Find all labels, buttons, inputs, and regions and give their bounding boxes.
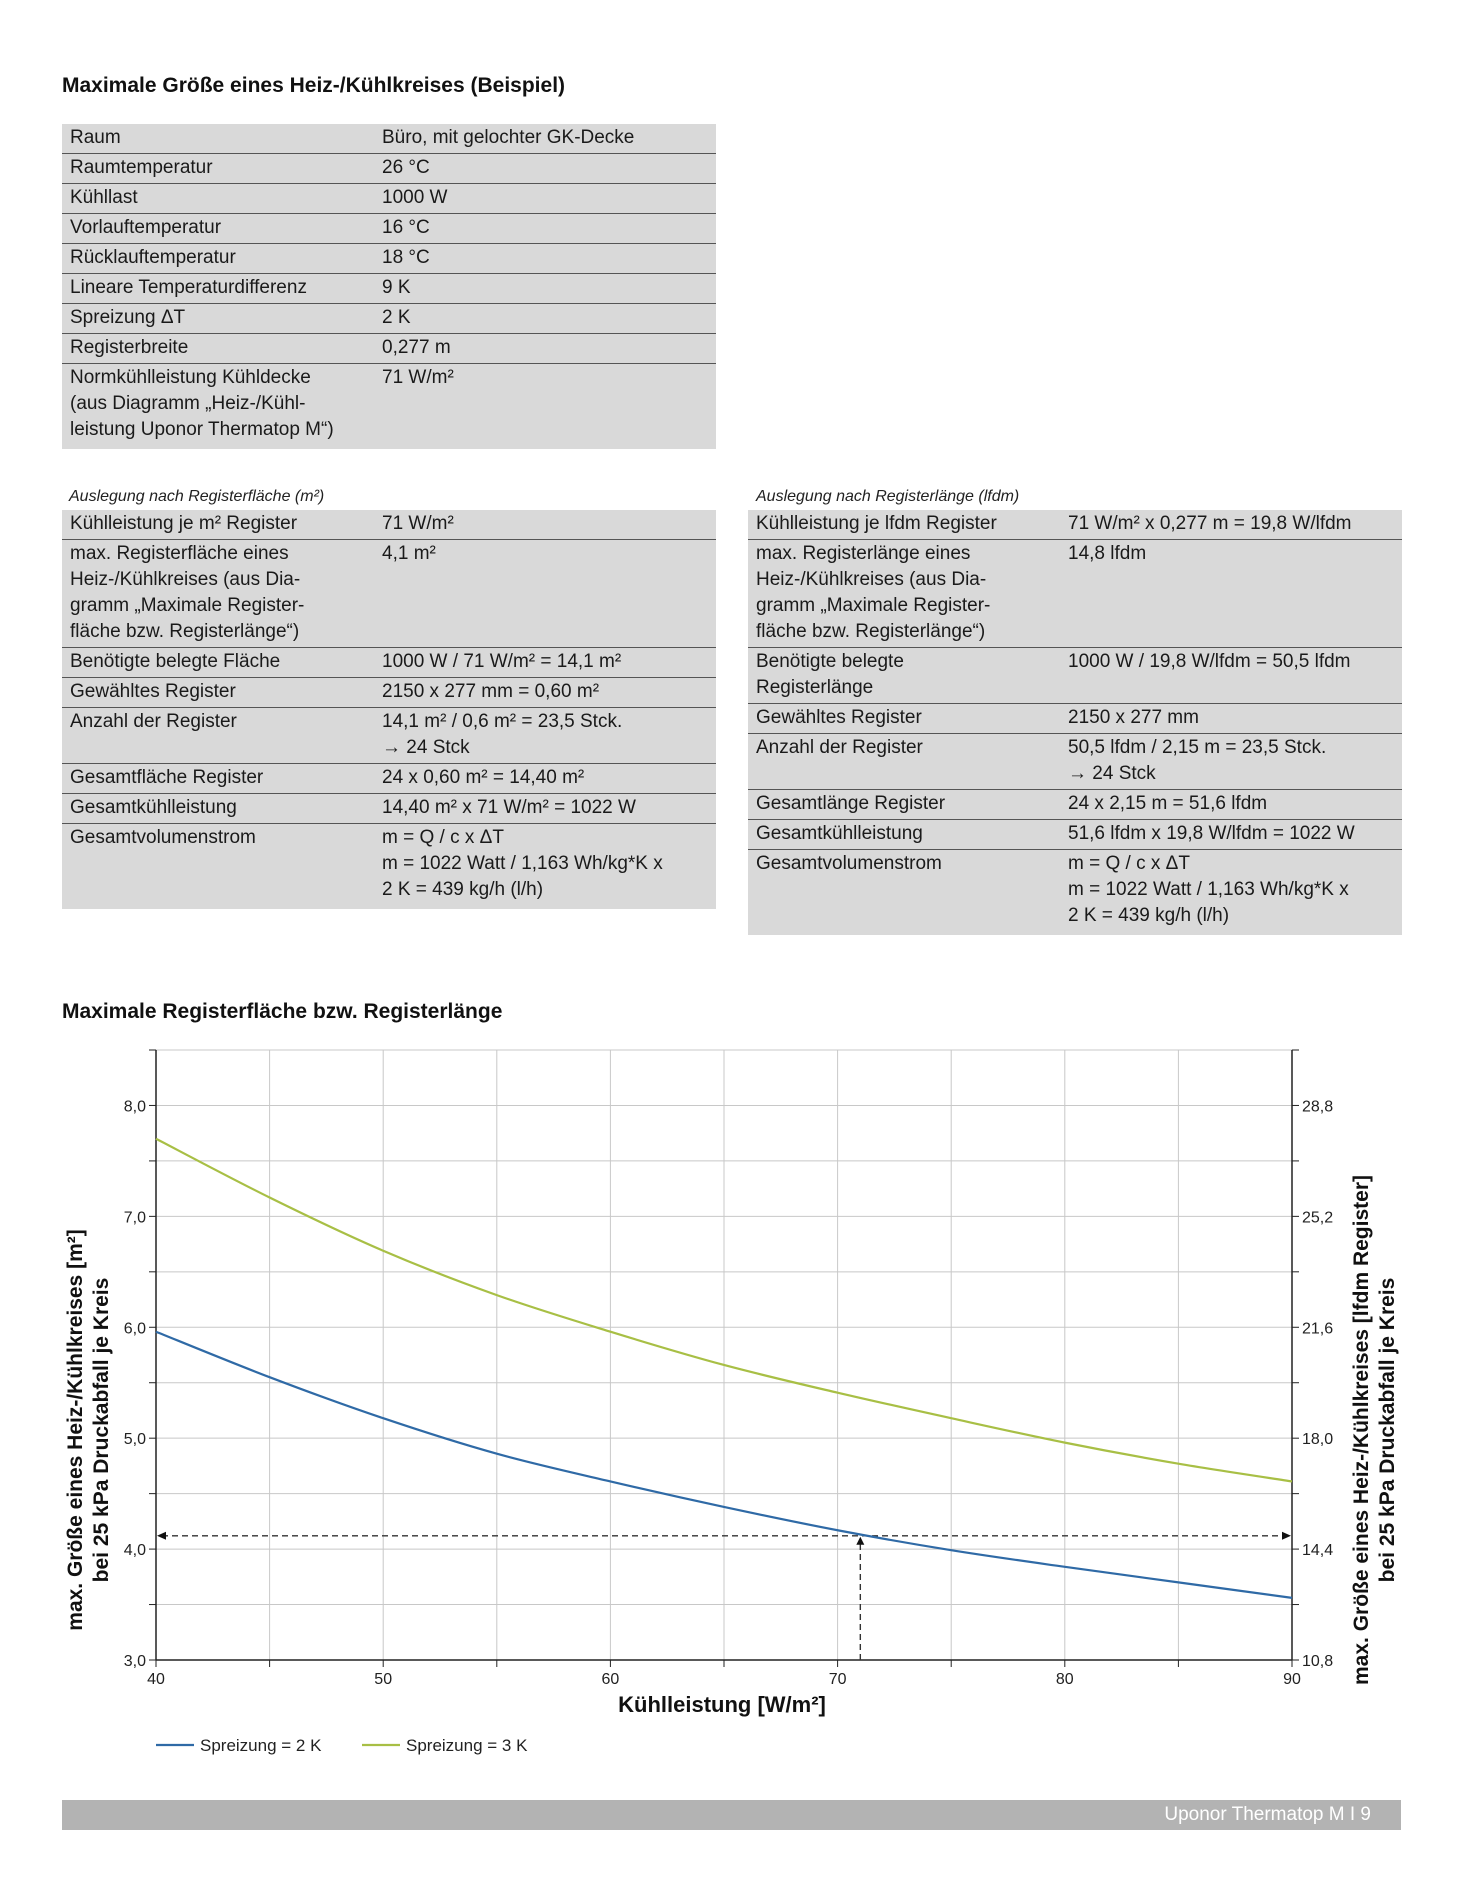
- table-row: [62, 184, 716, 214]
- x-axis-label: Kühlleistung [W/m²]: [618, 1692, 826, 1717]
- row-label: Lineare Temperaturdifferenz: [62, 274, 374, 304]
- row-label: Gesamtlänge Register: [748, 790, 1060, 820]
- y-tick-label: 7,0: [123, 1209, 146, 1227]
- row-value: 51,6 lfdm x 19,8 W/lfdm = 1022 W: [1060, 820, 1402, 850]
- row-label: Gewähltes Register: [748, 704, 1060, 734]
- table-row: [62, 510, 716, 540]
- table-row: [62, 304, 716, 334]
- row-label: Vorlauftemperatur: [62, 214, 374, 244]
- row-label: Kühlleistung je m² Register: [62, 510, 374, 540]
- y2-axis-sublabel: bei 25 kPa Druckabfall je Kreis: [1376, 1277, 1399, 1583]
- design-by-area-table: [62, 510, 716, 909]
- row-value: 71 W/m²: [374, 510, 716, 540]
- chart-grid: [156, 1050, 1292, 1660]
- row-label: max. Registerlänge eines Heiz-/Kühlkreises (aus Dia- gramm „Maximale Register- fläche bzw. Registerlänge“): [748, 540, 1060, 648]
- row-value: 26 °C: [374, 154, 716, 184]
- row-value: 1000 W / 19,8 W/lfdm = 50,5 lfdm: [1060, 648, 1402, 704]
- table-row: [62, 708, 716, 764]
- caption-register-length: Auslegung nach Registerlänge (lfdm): [756, 488, 1020, 505]
- row-label: Gesamtkühlleistung: [748, 820, 1060, 850]
- row-label: Gewähltes Register: [62, 678, 374, 708]
- x-tick-label: 80: [1055, 1671, 1074, 1688]
- row-value: 0,277 m: [374, 334, 716, 364]
- table-row: [748, 850, 1402, 936]
- table-row: [62, 244, 716, 274]
- row-label: max. Registerfläche eines Heiz-/Kühlkreises (aus Dia- gramm „Maximale Register- fläche bzw. Registerlänge“): [62, 540, 374, 648]
- y-tick-label: 6,0: [123, 1320, 146, 1338]
- table-row: [62, 274, 716, 304]
- x-tick-label: 90: [1283, 1671, 1301, 1688]
- row-label: Gesamtkühlleistung: [62, 794, 374, 824]
- table-row: [748, 540, 1402, 648]
- y-tick-label: 8,0: [123, 1098, 146, 1116]
- y2-tick-label: 21,6: [1302, 1320, 1334, 1338]
- example-parameters-table: [62, 124, 716, 449]
- row-label: Raum: [62, 124, 374, 154]
- table-row: [62, 334, 716, 364]
- row-value: 71 W/m²: [382, 367, 454, 388]
- y-axis-label: max. Größe eines Heiz-/Kühlkreises [m²]: [64, 1229, 87, 1631]
- row-label: Normkühlleistung Kühldecke (aus Diagramm „Heiz-/Kühl- leistung Uponor Thermatop M“): [70, 367, 334, 440]
- row-label: Kühlleistung je lfdm Register: [748, 510, 1060, 540]
- table-row: [62, 214, 716, 244]
- row-value: 24 x 2,15 m = 51,6 lfdm: [1060, 790, 1402, 820]
- row-value: 2 K: [374, 304, 716, 334]
- row-value: 50,5 lfdm / 2,15 m = 23,5 Stck. → 24 Stck: [1060, 734, 1402, 790]
- row-label: Registerbreite: [62, 334, 374, 364]
- row-value: 2150 x 277 mm: [1060, 704, 1402, 734]
- row-value: 24 x 0,60 m² = 14,40 m²: [374, 764, 716, 794]
- legend-label: Spreizung = 3 K: [406, 1736, 528, 1755]
- row-value: Büro, mit gelochter GK-Decke: [374, 124, 716, 154]
- row-label: Benötigte belegte Registerlänge: [748, 648, 1060, 704]
- row-value: 4,1 m²: [374, 540, 716, 648]
- row-value: m = Q / c x ΔT m = 1022 Watt / 1,163 Wh/kg*K x 2 K = 439 kg/h (l/h): [382, 827, 663, 900]
- row-label: Gesamtvolumenstrom: [756, 853, 942, 874]
- annotation-arrow-up: [856, 1537, 864, 1545]
- table-row: [62, 124, 716, 154]
- y-tick-label: 4,0: [123, 1542, 146, 1560]
- x-tick-label: 60: [601, 1671, 620, 1688]
- row-label: Kühllast: [62, 184, 374, 214]
- table-row: [62, 364, 716, 450]
- table-row: [62, 794, 716, 824]
- section-title-example: Maximale Größe eines Heiz-/Kühlkreises (Beispiel): [62, 74, 566, 97]
- row-label: Anzahl der Register: [748, 734, 1060, 790]
- row-value: 16 °C: [374, 214, 716, 244]
- y-tick-label: 5,0: [123, 1431, 146, 1449]
- y-tick-label: 3,0: [123, 1653, 146, 1670]
- table-row: [62, 764, 716, 794]
- y-axis-sublabel: bei 25 kPa Druckabfall je Kreis: [90, 1277, 113, 1583]
- row-label: Benötigte belegte Fläche: [62, 648, 374, 678]
- row-label: Rücklauftemperatur: [62, 244, 374, 274]
- table-row: [748, 510, 1402, 540]
- y2-tick-label: 25,2: [1302, 1209, 1334, 1227]
- register-size-chart: [0, 1030, 1483, 1770]
- row-value: 14,40 m² x 71 W/m² = 1022 W: [374, 794, 716, 824]
- row-value: 71 W/m² x 0,277 m = 19,8 W/lfdm: [1060, 510, 1402, 540]
- y2-tick-label: 18,0: [1302, 1431, 1334, 1449]
- row-value: 9 K: [374, 274, 716, 304]
- row-label: Anzahl der Register: [62, 708, 374, 764]
- row-value: m = Q / c x ΔT m = 1022 Watt / 1,163 Wh/kg*K x 2 K = 439 kg/h (l/h): [1068, 853, 1349, 926]
- table-row: [62, 824, 716, 910]
- table-row: [748, 734, 1402, 790]
- y2-tick-label: 14,4: [1302, 1542, 1334, 1560]
- row-label: Raumtemperatur: [62, 154, 374, 184]
- design-by-length-table: [748, 510, 1402, 935]
- row-value: 1000 W: [374, 184, 716, 214]
- section-title-chart: Maximale Registerfläche bzw. Registerlänge: [62, 1000, 503, 1023]
- row-value: 18 °C: [374, 244, 716, 274]
- legend-label: Spreizung = 2 K: [200, 1736, 322, 1755]
- row-value: 14,8 lfdm: [1060, 540, 1402, 648]
- x-tick-label: 70: [828, 1671, 847, 1688]
- table-row: [62, 540, 716, 648]
- footer-text: Uponor Thermatop M I 9: [1164, 1804, 1371, 1825]
- table-row: [748, 820, 1402, 850]
- page-footer: [62, 1800, 1401, 1830]
- table-row: [748, 704, 1402, 734]
- y2-tick-label: 10,8: [1302, 1653, 1334, 1670]
- annotation-arrow-left: [157, 1532, 166, 1540]
- table-row: [62, 648, 716, 678]
- chart-tick-labels: [124, 1098, 1333, 1688]
- row-label: Spreizung ΔT: [62, 304, 374, 334]
- row-value: 2150 x 277 mm = 0,60 m²: [374, 678, 716, 708]
- annotation-arrow-right: [1282, 1532, 1291, 1540]
- row-label: Gesamtvolumenstrom: [70, 827, 256, 848]
- table-row: [748, 790, 1402, 820]
- y2-tick-label: 28,8: [1302, 1098, 1334, 1116]
- row-value: 1000 W / 71 W/m² = 14,1 m²: [374, 648, 716, 678]
- x-tick-label: 40: [147, 1671, 165, 1688]
- caption-register-area: Auslegung nach Registerfläche (m²): [69, 488, 325, 505]
- table-row: [62, 154, 716, 184]
- row-label: Gesamtfläche Register: [62, 764, 374, 794]
- chart-legend: [156, 1736, 528, 1755]
- table-row: [748, 648, 1402, 704]
- row-value: 14,1 m² / 0,6 m² = 23,5 Stck. → 24 Stck: [374, 708, 716, 764]
- y2-axis-label: max. Größe eines Heiz-/Kühlkreises [lfdm Register]: [1350, 1175, 1373, 1685]
- x-tick-label: 50: [374, 1671, 393, 1688]
- table-row: [62, 678, 716, 708]
